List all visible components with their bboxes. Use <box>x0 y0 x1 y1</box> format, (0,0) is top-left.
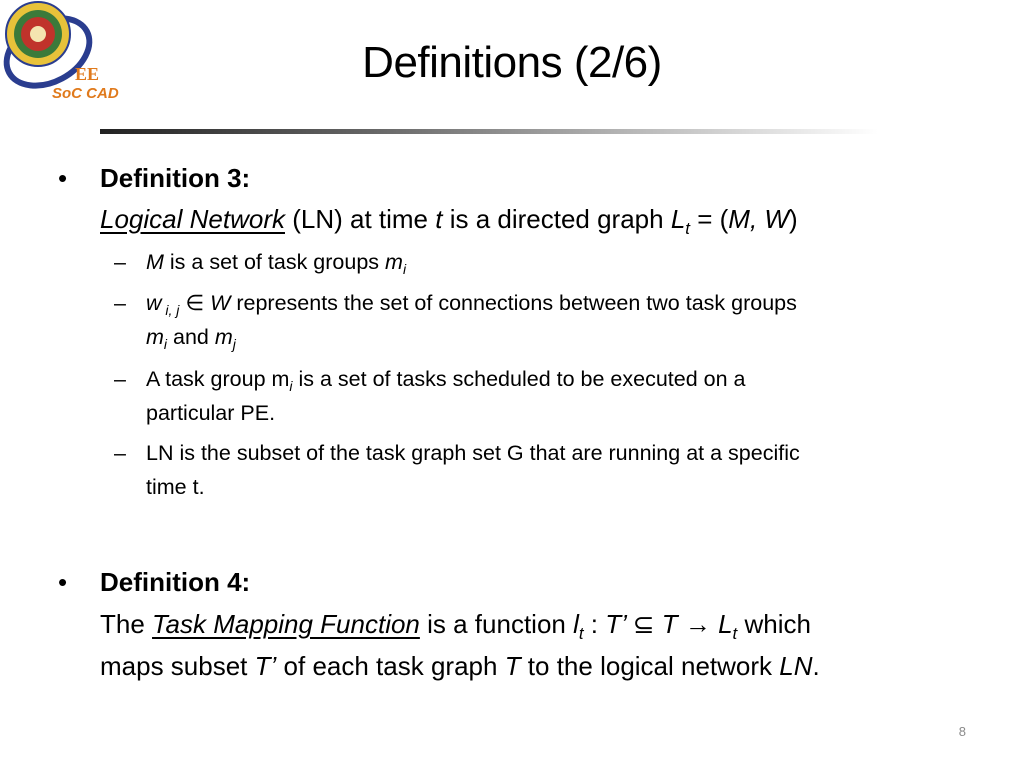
definition-4-heading-line <box>58 561 980 603</box>
item-subscript: i <box>402 260 407 277</box>
def3-text: ) <box>788 204 798 234</box>
def4-var: T’ <box>605 609 626 639</box>
def4-text: of each task graph <box>276 651 505 681</box>
def4-text: : <box>583 609 606 639</box>
item-subscript: i <box>289 377 293 394</box>
title-divider <box>100 129 878 134</box>
item-subscript: i <box>163 335 168 352</box>
def3-subscript: t <box>685 218 690 238</box>
bullet-icon: • <box>58 163 68 193</box>
bullet-icon: • <box>58 567 68 597</box>
item-text: time t. <box>146 475 205 499</box>
item-var: w <box>146 291 162 315</box>
def3-item-4 <box>114 436 946 504</box>
item-text: and <box>167 325 215 349</box>
def3-var: M, W <box>728 204 789 234</box>
element-of-symbol: ∈ <box>179 291 205 315</box>
definition-3-heading: Definition 3: <box>100 163 251 193</box>
definition-4-heading: Definition 4: <box>100 567 251 597</box>
item-subscript: j <box>232 335 236 352</box>
def4-var: L <box>718 609 733 639</box>
def4-var: l <box>573 609 579 639</box>
item-text: is a set of tasks scheduled to be executed on a <box>292 367 746 391</box>
item-var: M <box>146 250 164 274</box>
item-text: is a set of task groups <box>163 250 386 274</box>
def4-text: which <box>737 609 811 639</box>
def4-var: T’ <box>254 651 277 681</box>
item-subscript: i, j <box>161 301 180 318</box>
def4-text: is a function <box>419 609 574 639</box>
def4-text: The <box>100 609 153 639</box>
page-number: 8 <box>958 724 966 739</box>
def4-var: T <box>504 651 521 681</box>
definition-3-heading-line <box>58 157 980 199</box>
item-var: m <box>146 325 164 349</box>
item-text: particular PE. <box>146 401 276 425</box>
def4-text: . <box>812 651 820 681</box>
def4-subscript: t <box>578 623 584 643</box>
def3-text: (LN) at time <box>284 204 436 234</box>
def3-item-3 <box>114 362 946 430</box>
item-var: m <box>385 250 403 274</box>
def4-text: maps subset <box>100 651 255 681</box>
item-var: m <box>214 325 233 349</box>
logo-ee-text: EE <box>75 64 100 84</box>
dash-marker: – <box>114 250 126 274</box>
definition-4-body <box>100 603 980 687</box>
def3-var: L <box>670 204 686 234</box>
subset-symbol: ⊆ <box>625 609 655 639</box>
def3-item-2 <box>114 286 946 354</box>
item-text: LN is the subset of the task graph set G that are running at a specific <box>146 441 800 465</box>
def4-var: LN <box>779 651 813 681</box>
dash-marker: – <box>114 367 126 391</box>
arrow-symbol: → <box>677 609 719 639</box>
dash-marker: – <box>114 441 126 465</box>
def4-subscript: t <box>732 623 738 643</box>
logo-soc-cad-text: SoC CAD <box>52 85 119 102</box>
def3-item-1 <box>114 245 946 279</box>
def4-text: to the logical network <box>520 651 780 681</box>
definition-3-body <box>100 198 980 240</box>
def3-text: is a directed graph <box>442 204 671 234</box>
def4-var: T <box>661 609 678 639</box>
task-mapping-function-term: Task Mapping Function <box>152 609 420 639</box>
def3-text: = ( <box>690 204 729 234</box>
item-text: A task group m <box>146 367 290 391</box>
item-var: W <box>210 291 231 315</box>
slide-title: Definitions (2/6) <box>362 38 662 87</box>
def3-var: t <box>435 204 443 234</box>
logical-network-term: Logical Network <box>100 204 285 234</box>
dash-marker: – <box>114 291 126 315</box>
item-text: represents the set of connections between two task groups <box>230 291 797 315</box>
